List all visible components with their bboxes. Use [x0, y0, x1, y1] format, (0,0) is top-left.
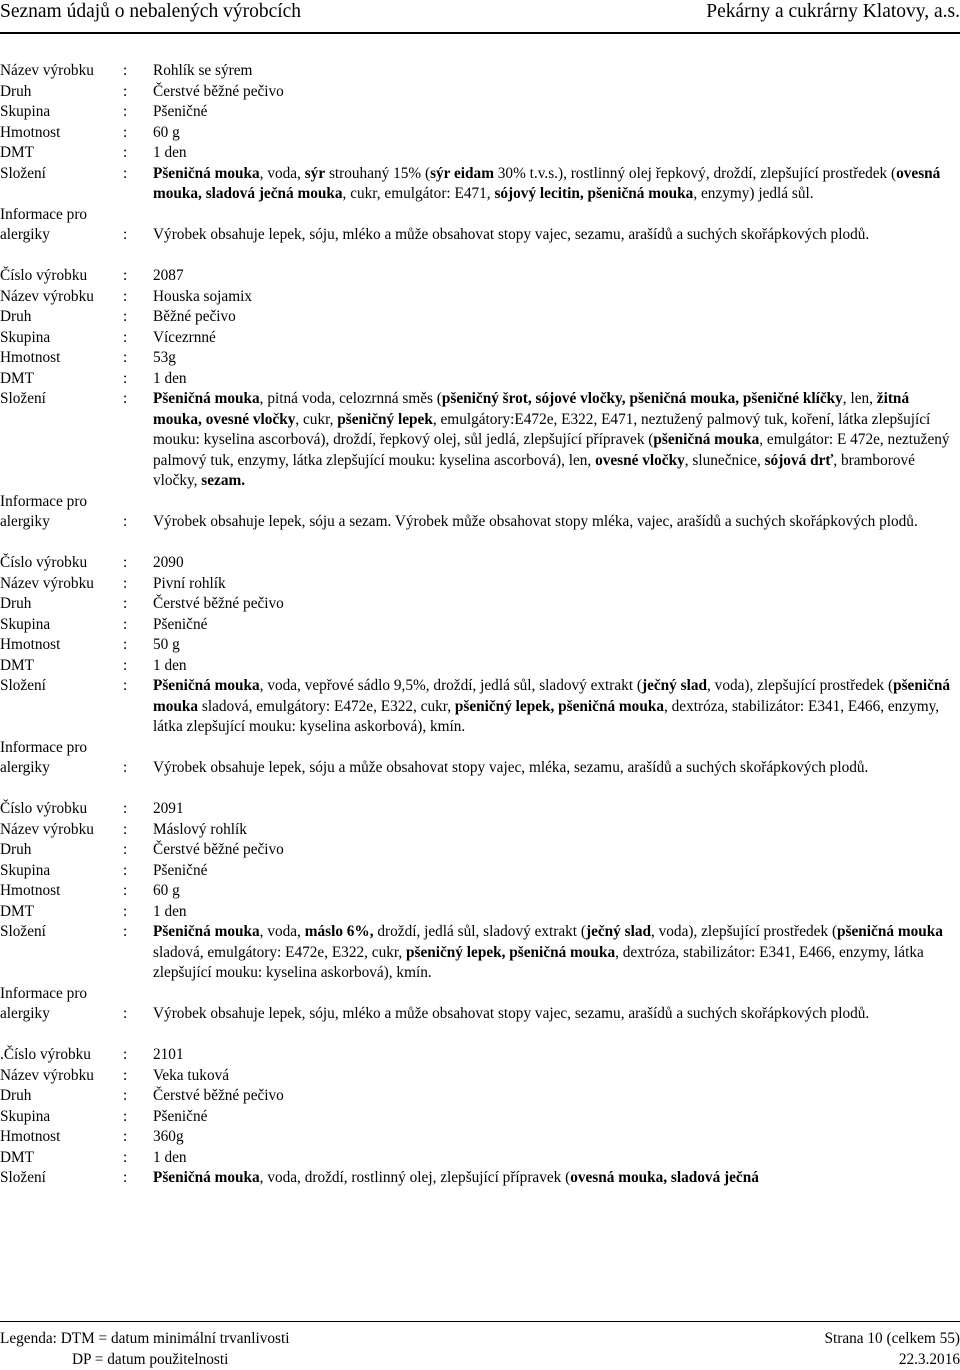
field-value: Čerstvé běžné pečivo [153, 595, 284, 612]
separator: : [123, 103, 128, 120]
product-number-row [0, 1045, 960, 1066]
allergy-text: Výrobek obsahuje lepek, sóju, mléko a může obsahovat stopy vajec, sezamu, arašídů a suchých skořápkových plodů. [153, 1005, 870, 1022]
field-value: Houska sojamix [153, 287, 252, 305]
field-label: Hmotnost [0, 349, 61, 366]
field-value: 53g [153, 349, 176, 366]
page-header [0, 0, 960, 26]
field-label: DMT [0, 369, 34, 387]
page-info [825, 1329, 960, 1370]
field-value: Veka tuková [153, 1066, 230, 1084]
ingredient-text: , voda), zlepšující prostředek ( [650, 923, 838, 940]
allergen-highlight: pšeničný šrot, sójové vločky, pšeničná mouka, pšeničné klíčky [441, 390, 843, 407]
ingredients-text [153, 389, 960, 492]
product-field-row [0, 820, 960, 841]
product-field-row [0, 861, 960, 882]
separator: : [123, 82, 128, 100]
field-value: 360g [153, 1128, 184, 1145]
field-label: Název výrobku [0, 574, 94, 592]
product-field-row [0, 61, 960, 82]
separator: : [123, 144, 128, 161]
product-field-row [0, 328, 960, 349]
field-label: Druh [0, 82, 32, 100]
product-field-row [0, 82, 960, 103]
allergy-info-label-row [0, 492, 960, 513]
company-name: Pekárny a cukrárny Klatovy, a.s. [706, 1, 960, 22]
product-field-row [0, 348, 960, 369]
product-field-row [0, 102, 960, 123]
separator: : [123, 369, 128, 387]
field-label: DMT [0, 144, 34, 161]
product-number: 2101 [153, 1046, 184, 1063]
ingredient-text: sladová, emulgátory: E472e, E322, cukr, [198, 697, 455, 715]
separator: : [123, 759, 128, 776]
product-field-row [0, 635, 960, 656]
allergen-highlight: žitná mouka, ovesné vločky [153, 390, 910, 428]
field-label: Název výrobku [0, 287, 94, 305]
field-label: Druh [0, 308, 32, 325]
ingredient-text: , slunečnice, [684, 451, 765, 469]
product-field-row [0, 594, 960, 615]
field-value: 1 den [153, 1148, 187, 1166]
legend-dp: DP = datum použitelnosti [72, 1350, 229, 1368]
field-label: Druh [0, 841, 32, 858]
separator: : [123, 615, 128, 633]
product-block [0, 553, 960, 779]
allergen-highlight: Pšeničná mouka [153, 390, 260, 407]
separator: : [123, 513, 128, 530]
ingredient-text: 30% t.v.s.), rostlinný olej řepkový, droždí, zlepšující prostředek ( [493, 164, 897, 182]
product-field-row [0, 123, 960, 144]
separator: : [123, 1128, 128, 1145]
field-label: Hmotnost [0, 636, 61, 653]
ingredient-text: , dextróza, stabilizátor: E341, E466, enzymy, látka zlepšující mouku: kyselina askorbová), kmín. [153, 697, 940, 735]
allergen-highlight: sýr [304, 164, 326, 182]
field-label: alergiky [0, 759, 50, 776]
separator: : [123, 226, 128, 243]
field-value: 1 den [153, 902, 187, 920]
legend-dmt: Legenda: DTM = datum minimální trvanlivosti [0, 1330, 290, 1347]
ingredient-text: , voda, [259, 164, 305, 182]
field-label: DMT [0, 1148, 34, 1166]
field-value: Vícezrnné [153, 328, 216, 346]
ingredient-text: , emulgátor: E 472e, neztužený palmový tuk, enzymy, látka zlepšující mouku: kyselina ascorbová), len, [153, 431, 950, 469]
separator: : [123, 1046, 128, 1063]
product-field-row [0, 1066, 960, 1087]
allergen-highlight: sójová drť [764, 451, 834, 469]
field-value: 50 g [153, 636, 180, 653]
allergen-highlight: Pšeničná mouka [153, 164, 260, 182]
field-value: Pšeničné [153, 103, 208, 120]
allergen-highlight: pšeničná mouka [653, 431, 760, 448]
separator: : [123, 1005, 128, 1022]
field-label: DMT [0, 902, 34, 920]
ingredients-label: Složení [0, 923, 46, 940]
allergy-text: Výrobek obsahuje lepek, sóju, mléko a může obsahovat stopy vajec, sezamu, arašídů a suchých skořápkových plodů. [153, 226, 870, 243]
separator: : [123, 267, 128, 284]
block-spacer [0, 779, 960, 800]
header-rule [0, 32, 960, 34]
allergen-highlight: pšeničná mouka [837, 923, 943, 940]
ingredients-text [153, 922, 960, 984]
allergen-highlight: pšeničný lepek [337, 410, 433, 428]
field-value: 1 den [153, 656, 187, 674]
field-label: alergiky [0, 513, 50, 530]
ingredients-row [0, 1168, 960, 1189]
field-value: 60 g [153, 123, 180, 141]
ingredient-text: droždí, jedlá sůl, sladový extrakt ( [373, 923, 586, 940]
separator: : [123, 390, 128, 407]
product-field-row [0, 656, 960, 677]
ingredients-text [153, 164, 960, 205]
legend [0, 1329, 289, 1370]
allergen-highlight: sýr eidam [430, 164, 494, 182]
allergen-highlight: máslo 6%, [304, 923, 374, 940]
field-label: Hmotnost [0, 882, 61, 899]
separator: : [123, 123, 128, 141]
field-label: Název výrobku [0, 1066, 94, 1084]
field-label: Skupina [0, 1107, 51, 1125]
separator: : [123, 800, 128, 817]
field-value: Pivní rohlík [153, 574, 226, 592]
product-number-row [0, 799, 960, 820]
allergy-info-label-row [0, 984, 960, 1005]
ingredients-label: Složení [0, 677, 46, 694]
separator: : [123, 1066, 128, 1084]
field-value: Čerstvé běžné pečivo [153, 82, 284, 100]
document-title: Seznam údajů o nebalených výrobcích [0, 1, 302, 22]
allergen-highlight: Pšeničná mouka [153, 1169, 260, 1186]
separator: : [123, 1087, 128, 1104]
print-date: 22.3.2016 [898, 1350, 960, 1368]
field-label: Skupina [0, 615, 51, 633]
field-label: Číslo výrobku [0, 800, 88, 817]
product-field-row [0, 287, 960, 308]
product-field-row [0, 1127, 960, 1148]
product-block [0, 61, 960, 246]
ingredient-text: sladová, emulgátory: E472e, E322, cukr, [153, 943, 406, 961]
ingredients-label: Složení [0, 164, 46, 182]
field-value: Běžné pečivo [153, 308, 236, 325]
separator: : [123, 595, 128, 612]
field-label: Skupina [0, 861, 51, 879]
product-number-row [0, 553, 960, 574]
ingredient-text: , enzymy) jedlá sůl. [693, 185, 814, 202]
allergen-highlight: Pšeničná mouka [153, 677, 260, 694]
separator: : [123, 902, 128, 920]
field-label: Skupina [0, 328, 51, 346]
ingredient-text: , len, [842, 390, 877, 407]
separator: : [123, 1148, 128, 1166]
ingredient-text: , cukr, emulgátor: E471, [342, 185, 495, 202]
allergen-highlight: pšeničný lepek, pšeničná mouka [454, 697, 664, 715]
separator: : [123, 328, 128, 346]
allergy-info-label-row [0, 205, 960, 226]
field-label: DMT [0, 656, 34, 674]
ingredients-label: Složení [0, 1169, 46, 1186]
separator: : [123, 820, 128, 838]
separator: : [123, 308, 128, 325]
product-number: 2091 [153, 800, 184, 817]
allergy-row [0, 758, 960, 779]
field-label: Číslo výrobku [0, 554, 88, 571]
separator: : [123, 1169, 128, 1186]
field-label: .Číslo výrobku [0, 1046, 91, 1063]
separator: : [123, 923, 128, 940]
separator: : [123, 677, 128, 694]
separator: : [123, 164, 128, 182]
product-block [0, 266, 960, 533]
product-field-row [0, 143, 960, 164]
separator: : [123, 62, 128, 79]
product-field-row [0, 1086, 960, 1107]
ingredients-label: Složení [0, 390, 46, 407]
product-field-row [0, 574, 960, 595]
field-label: Hmotnost [0, 123, 61, 141]
block-spacer [0, 1025, 960, 1046]
block-spacer [0, 533, 960, 554]
allergy-info-label: Informace pro [0, 492, 88, 510]
separator: : [123, 656, 128, 674]
allergen-highlight: ovesná mouka, sladová ječná mouka [153, 164, 941, 202]
field-label: Druh [0, 1087, 32, 1104]
allergy-info-label: Informace pro [0, 205, 88, 223]
field-value: 1 den [153, 144, 187, 161]
field-label: Číslo výrobku [0, 267, 88, 284]
field-value: Rohlík se sýrem [153, 62, 253, 79]
field-value: Pšeničné [153, 1107, 208, 1125]
allergy-text: Výrobek obsahuje lepek, sóju a sezam. Výrobek může obsahovat stopy mléka, vajec, arašídů a suchých skořápkových plodů. [153, 513, 918, 530]
allergen-highlight: ječný slad [642, 677, 708, 694]
field-label: Hmotnost [0, 1128, 61, 1145]
field-label: alergiky [0, 1005, 50, 1022]
ingredient-text: , voda, vepřové sádlo 9,5%, droždí, jedlá sůl, sladový extrakt ( [259, 677, 642, 694]
allergen-highlight: ovesná mouka, sladová ječná [570, 1169, 759, 1186]
product-block [0, 1045, 960, 1189]
page-number: Strana 10 (celkem 55) [824, 1330, 960, 1347]
separator: : [123, 574, 128, 592]
field-label: Druh [0, 595, 32, 612]
ingredient-text: , voda, [259, 923, 305, 940]
product-field-row [0, 881, 960, 902]
product-number-row [0, 266, 960, 287]
separator: : [123, 554, 128, 571]
ingredient-text: , voda, droždí, rostlinný olej, zlepšující přípravek ( [259, 1169, 571, 1186]
ingredient-text: , bramborové vločky, [153, 451, 915, 489]
field-value: Máslový rohlík [153, 820, 247, 838]
product-field-row [0, 369, 960, 390]
field-value: Čerstvé běžné pečivo [153, 841, 284, 858]
allergy-text: Výrobek obsahuje lepek, sóju a může obsahovat stopy vajec, mléka, sezamu, arašídů a suchých skořápkových plodů. [153, 759, 869, 776]
field-label: alergiky [0, 226, 50, 243]
allergen-highlight: sójový lecitin, pšeničná mouka [494, 185, 694, 202]
ingredients-text [153, 676, 960, 738]
allergen-highlight: Pšeničná mouka [153, 923, 260, 940]
separator: : [123, 882, 128, 899]
product-number: 2090 [153, 554, 184, 571]
product-field-row [0, 307, 960, 328]
field-label: Skupina [0, 103, 51, 120]
ingredient-text: strouhaný 15% ( [325, 164, 431, 182]
allergen-highlight: sezam. [201, 472, 246, 489]
ingredient-text: , emulgátory:E472e, E322, E471, neztužený palmový tuk, koření, látka zlepšující mouku: kyselina ascorbová), droždí, řepkový olej, sůl jedlá, zlepšující přípravek ( [153, 410, 931, 448]
ingredients-row [0, 676, 960, 738]
allergy-row [0, 512, 960, 533]
ingredients-row [0, 164, 960, 205]
field-value: Pšeničné [153, 861, 208, 879]
allergen-highlight: pšeničná mouka [153, 677, 951, 715]
allergy-row [0, 225, 960, 246]
field-label: Název výrobku [0, 62, 94, 79]
allergy-info-label: Informace pro [0, 738, 88, 756]
field-value: Pšeničné [153, 615, 208, 633]
allergy-info-label: Informace pro [0, 984, 88, 1002]
product-field-row [0, 902, 960, 923]
allergen-highlight: ovesné vločky [595, 451, 685, 469]
ingredient-text: , pitná voda, celozrnná směs ( [259, 390, 442, 407]
product-field-row [0, 1148, 960, 1169]
product-number: 2087 [153, 267, 184, 284]
ingredient-text: , dextróza, stabilizátor: E341, E466, enzymy, látka zlepšující mouku: kyselina askorbová), kmín. [153, 943, 924, 981]
allergy-row [0, 1004, 960, 1025]
separator: : [123, 841, 128, 858]
separator: : [123, 636, 128, 653]
block-spacer [0, 246, 960, 267]
ingredient-text: , cukr, [295, 410, 338, 428]
allergen-highlight: pšeničný lepek, pšeničná mouka [406, 943, 616, 961]
product-field-row [0, 840, 960, 861]
separator: : [123, 861, 128, 879]
footer-rule [0, 1321, 960, 1322]
product-field-row [0, 1107, 960, 1128]
field-value: Čerstvé běžné pečivo [153, 1087, 284, 1104]
product-list [0, 61, 960, 1189]
ingredients-row [0, 922, 960, 984]
product-block [0, 799, 960, 1025]
ingredients-text [153, 1168, 960, 1189]
ingredients-row [0, 389, 960, 492]
separator: : [123, 349, 128, 366]
product-field-row [0, 615, 960, 636]
ingredient-text: , voda), zlepšující prostředek ( [707, 677, 894, 694]
field-value: 60 g [153, 882, 180, 899]
allergen-highlight: ječný slad [585, 923, 651, 940]
separator: : [123, 1107, 128, 1125]
field-value: 1 den [153, 369, 187, 387]
separator: : [123, 287, 128, 305]
field-label: Název výrobku [0, 820, 94, 838]
allergy-info-label-row [0, 738, 960, 759]
